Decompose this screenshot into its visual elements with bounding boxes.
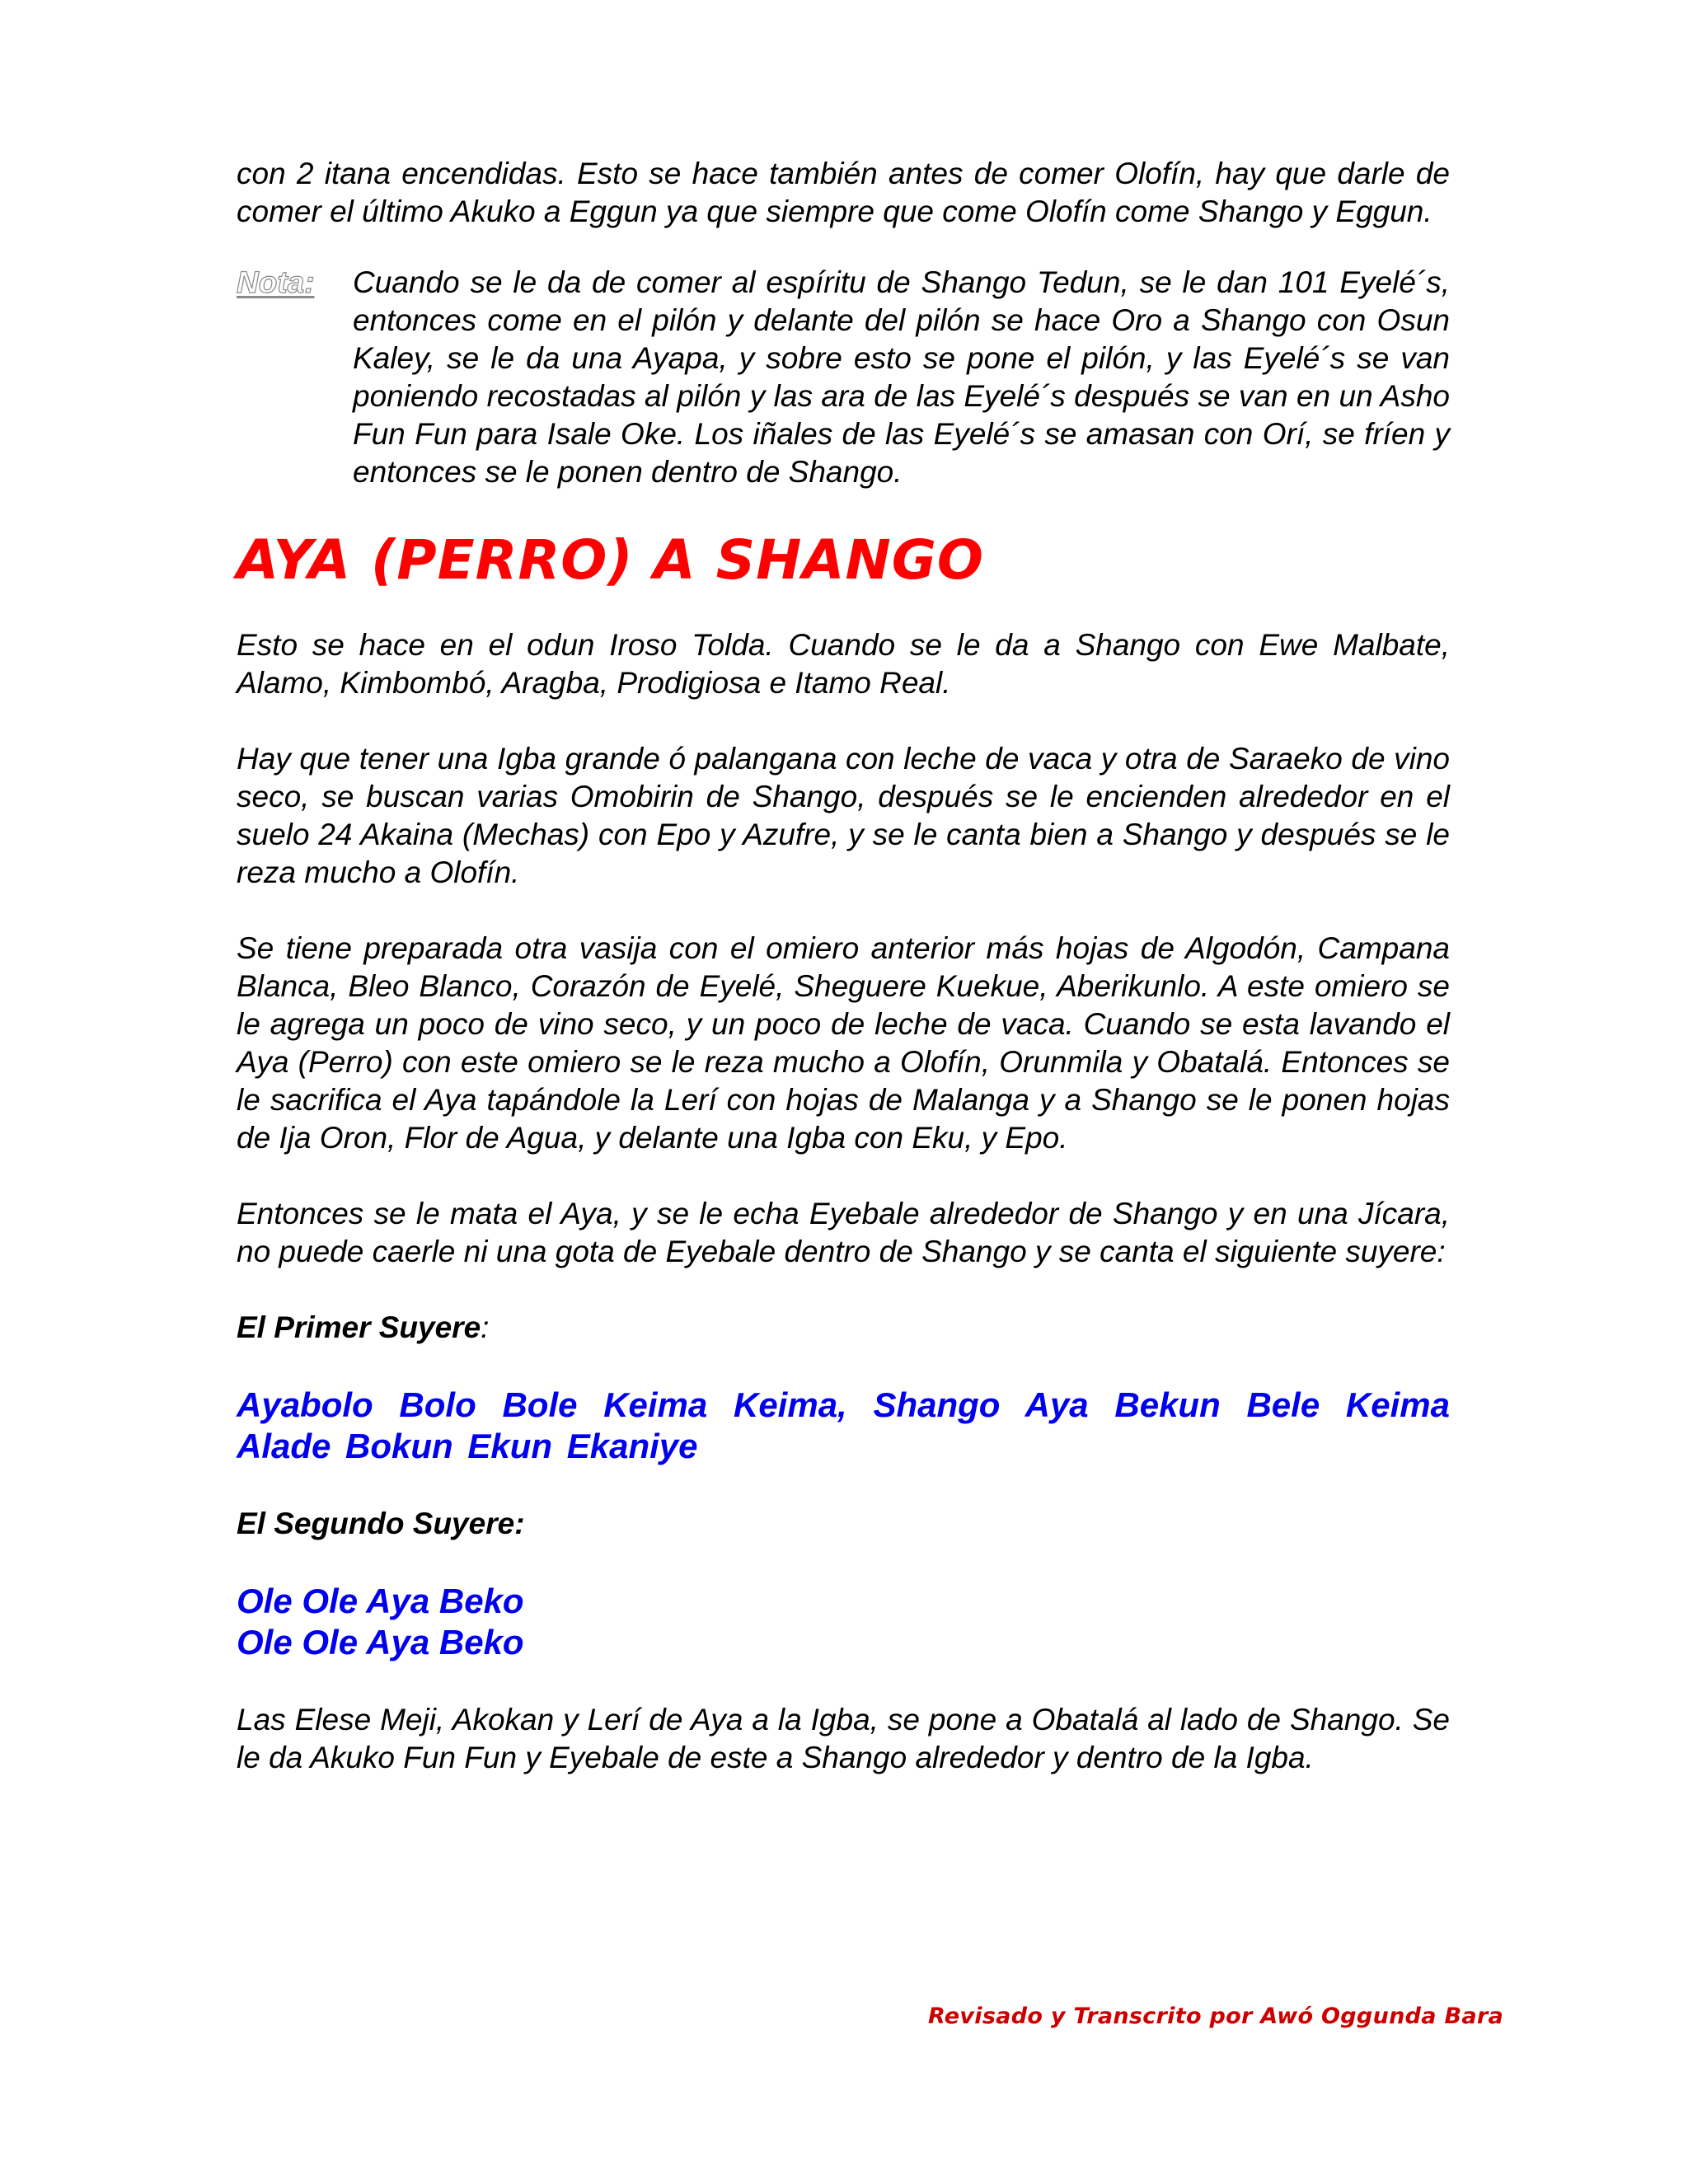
second-suyere-line-1: Ole Ole Aya Beko [237,1582,524,1620]
closing-paragraph: Las Elese Meji, Akokan y Lerí de Aya a la Igba, se pone a Obatalá al lado de Shango. Se le da Akuko Fun Fun y Eyebale de este a Shango alrededor y dentro de la Igba. [237,1703,1450,1774]
intro-paragraph: con 2 itana encendidas. Esto se hace también antes de comer Olofín, hay que darle de comer el último Akuko a Eggun ya que siempre que come Olofín come Shango y Eggun. [237,157,1450,228]
section-paragraph-4: Entonces se le mata el Aya, y se le echa Eyebale alrededor de Shango y en una Jícara, no puede caerle ni una gota de Eyebale dentro de Shango y se canta el siguiente suyere: [237,1197,1450,1268]
first-suyere-heading-colon: : [481,1310,490,1344]
note-label: Nota: [237,265,315,299]
section-paragraph-3: Se tiene preparada otra vasija con el omiero anterior más hojas de Algodón, Campana Blanca, Bleo Blanco, Corazón de Eyelé, Sheguere Kuekue, Aberikunlo. A este omiero se le agrega un poco de vino seco, y un poco de leche de vaca. Cuando se esta lavando el Aya (Perro) con este omiero se le reza mucho a Olofín, Orunmila y Obatalá. Entonces se le sacrifica el Aya tapándole la Lerí con hojas de Malanga y a Shango se le ponen hojas de Ija Oron, Flor de Agua, y delante una Igba con Eku, y Epo. [237,931,1450,1155]
note-text: Cuando se le da de comer al espíritu de Shango Tedun, se le dan 101 Eyelé´s, entonces come en el pilón y delante del pilón se hace Oro a Shango con Osun Kaley, se le da una Ayapa, y sobre esto se pone el pilón, y las Eyelé´s se van poniendo recostadas al pilón y las ara de las Eyelé´s después se van en un Asho Fun Fun para Isale Oke. Los iñales de las Eyelé´s se amasan con Orí, se fríen y entonces se le ponen dentro de Shango. [353,265,1450,489]
second-suyere-heading: El Segundo Suyere: [237,1507,525,1540]
section-title: AYA (PERRO) A SHANGO [237,528,984,592]
second-suyere-line-2: Ole Ole Aya Beko [237,1623,524,1661]
footer-credit: Revisado y Transcrito por Awó Oggunda Bara [928,2004,1503,2029]
first-suyere-heading-text: El Primer Suyere [237,1310,481,1344]
section-paragraph-1: Esto se hace en el odun Iroso Tolda. Cuando se le da a Shango con Ewe Malbate, Alamo, Kimbombó, Aragba, Prodigiosa e Itamo Real. [237,628,1450,700]
second-suyere-chant [237,1581,1450,1663]
page-content [237,155,1450,1777]
first-suyere-chant: Ayabolo Bolo Bole Keima Keima, Shango Aya Bekun Bele Keima Alade Bokun Ekun Ekaniye [237,1385,1450,1465]
first-suyere-heading [237,1309,1450,1347]
section-paragraph-2: Hay que tener una Igba grande ó palangana con leche de vaca y otra de Saraeko de vino seco, se buscan varias Omobirin de Shango, después se le encienden alrededor en el suelo 24 Akaina (Mechas) con Epo y Azufre, y se le canta bien a Shango y después se le reza mucho a Olofín. [237,742,1450,889]
note-block [237,264,1450,491]
